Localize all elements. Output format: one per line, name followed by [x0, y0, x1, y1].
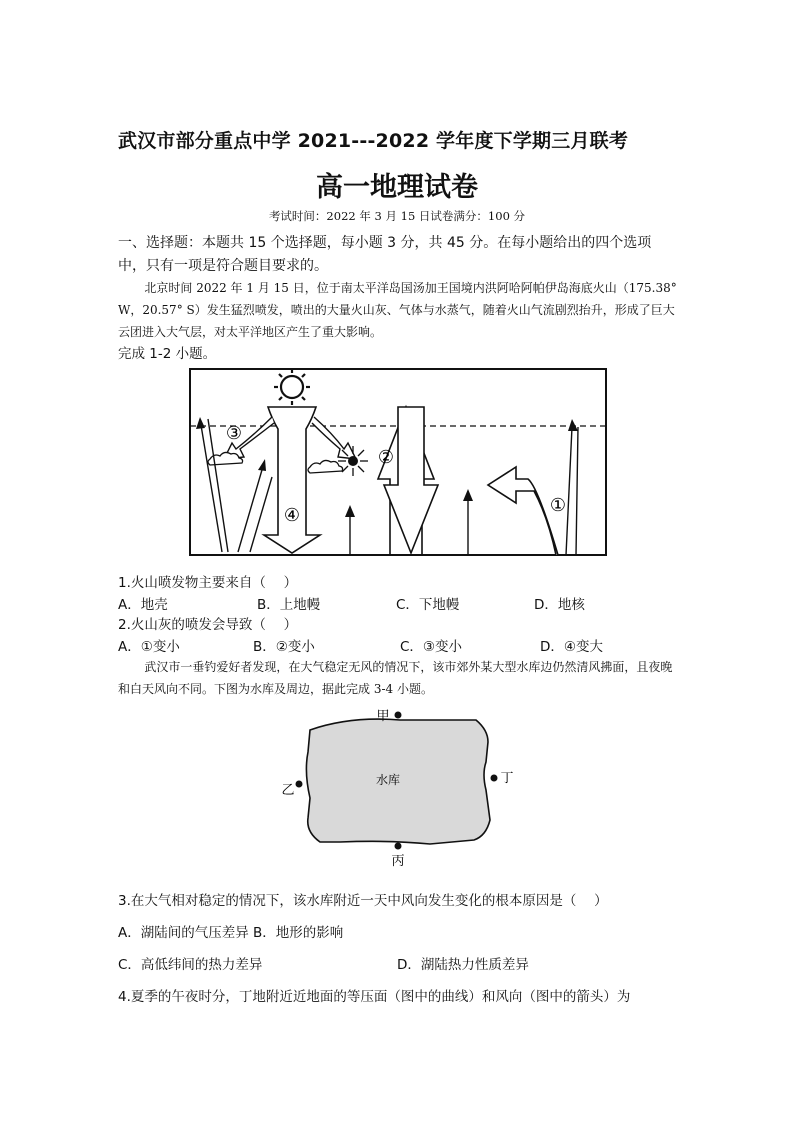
paper-title: 高一地理试卷 [316, 172, 478, 203]
q3-option-ab[interactable]: A．湖陆间的气压差异 B．地形的影响 [118, 925, 344, 941]
q2-stem: 2.火山灰的喷发会导致（ ） [118, 617, 298, 633]
q1-option-c[interactable]: C．下地幔 [396, 597, 460, 613]
exam-info: 考试时间：2022 年 3 月 15 日试卷满分：100 分 [268, 209, 526, 223]
point-yi: 乙 [281, 783, 295, 798]
scatter-burst-icon [338, 446, 368, 476]
q2-option-b[interactable]: B．②变小 [253, 639, 315, 655]
label-3: ③ [225, 423, 243, 444]
atmosphere-radiation-diagram [188, 367, 608, 557]
reservoir-label: 水库 [375, 773, 401, 787]
point-jia: 甲 [376, 709, 390, 724]
q1-option-b[interactable]: B．上地幔 [257, 597, 321, 613]
q1-option-a[interactable]: A．地壳 [118, 597, 168, 613]
label-4: ④ [283, 505, 301, 526]
q1-option-d[interactable]: D．地核 [534, 597, 585, 613]
q3-option-d[interactable]: D．湖陆热力性质差异 [397, 957, 529, 973]
passage-volcano: 北京时间 2022 年 1 月 15 日，位于南太平洋岛国汤加王国境内洪阿哈阿帕伊岛海底火山（175.38° W，20.57° S）发生猛烈喷发，喷出的大量火山灰、气体与水蒸气，随着火山气流剧烈抬升，形成了巨大云团进入大气层，对太平洋地区产生了重大影响。 [118, 281, 677, 339]
reservoir-map [280, 702, 520, 874]
point-bing: 丙 [391, 854, 405, 869]
q2-option-a[interactable]: A．①变小 [118, 639, 180, 655]
exam-header: 武汉市部分重点中学 2021---2022 学年度下学期三月联考 [118, 130, 629, 152]
q4-stem: 4.夏季的午夜时分，丁地附近近地面的等压面（图中的曲线）和风向（图中的箭头）为 [118, 989, 631, 1005]
label-2: ② [377, 447, 395, 468]
label-1: ① [549, 495, 567, 516]
q2-option-c[interactable]: C．③变小 [400, 639, 463, 655]
q2-option-d[interactable]: D．④变大 [540, 639, 603, 655]
section-instructions: 一、选择题：本题共 15 个选择题，每小题 3 分，共 45 分。在每小题给出的四个选项中，只有一项是符合题目要求的。 [118, 235, 652, 274]
q3-stem: 3.在大气相对稳定的情况下，该水库附近一天中风向发生变化的根本原因是（ ） [118, 893, 608, 909]
prompt-q1-2: 完成 1-2 小题。 [118, 346, 217, 362]
q3-option-c[interactable]: C．高低纬间的热力差异 [118, 957, 263, 973]
q1-stem: 1.火山喷发物主要来自（ ） [118, 575, 298, 591]
point-ding: 丁 [500, 771, 514, 786]
passage-reservoir: 武汉市一垂钓爱好者发现，在大气稳定无风的情况下，该市郊外某大型水库边仍然清风拂面，且夜晚和白天风向不同。下图为水库及周边，据此完成 3-4 小题。 [118, 660, 673, 696]
